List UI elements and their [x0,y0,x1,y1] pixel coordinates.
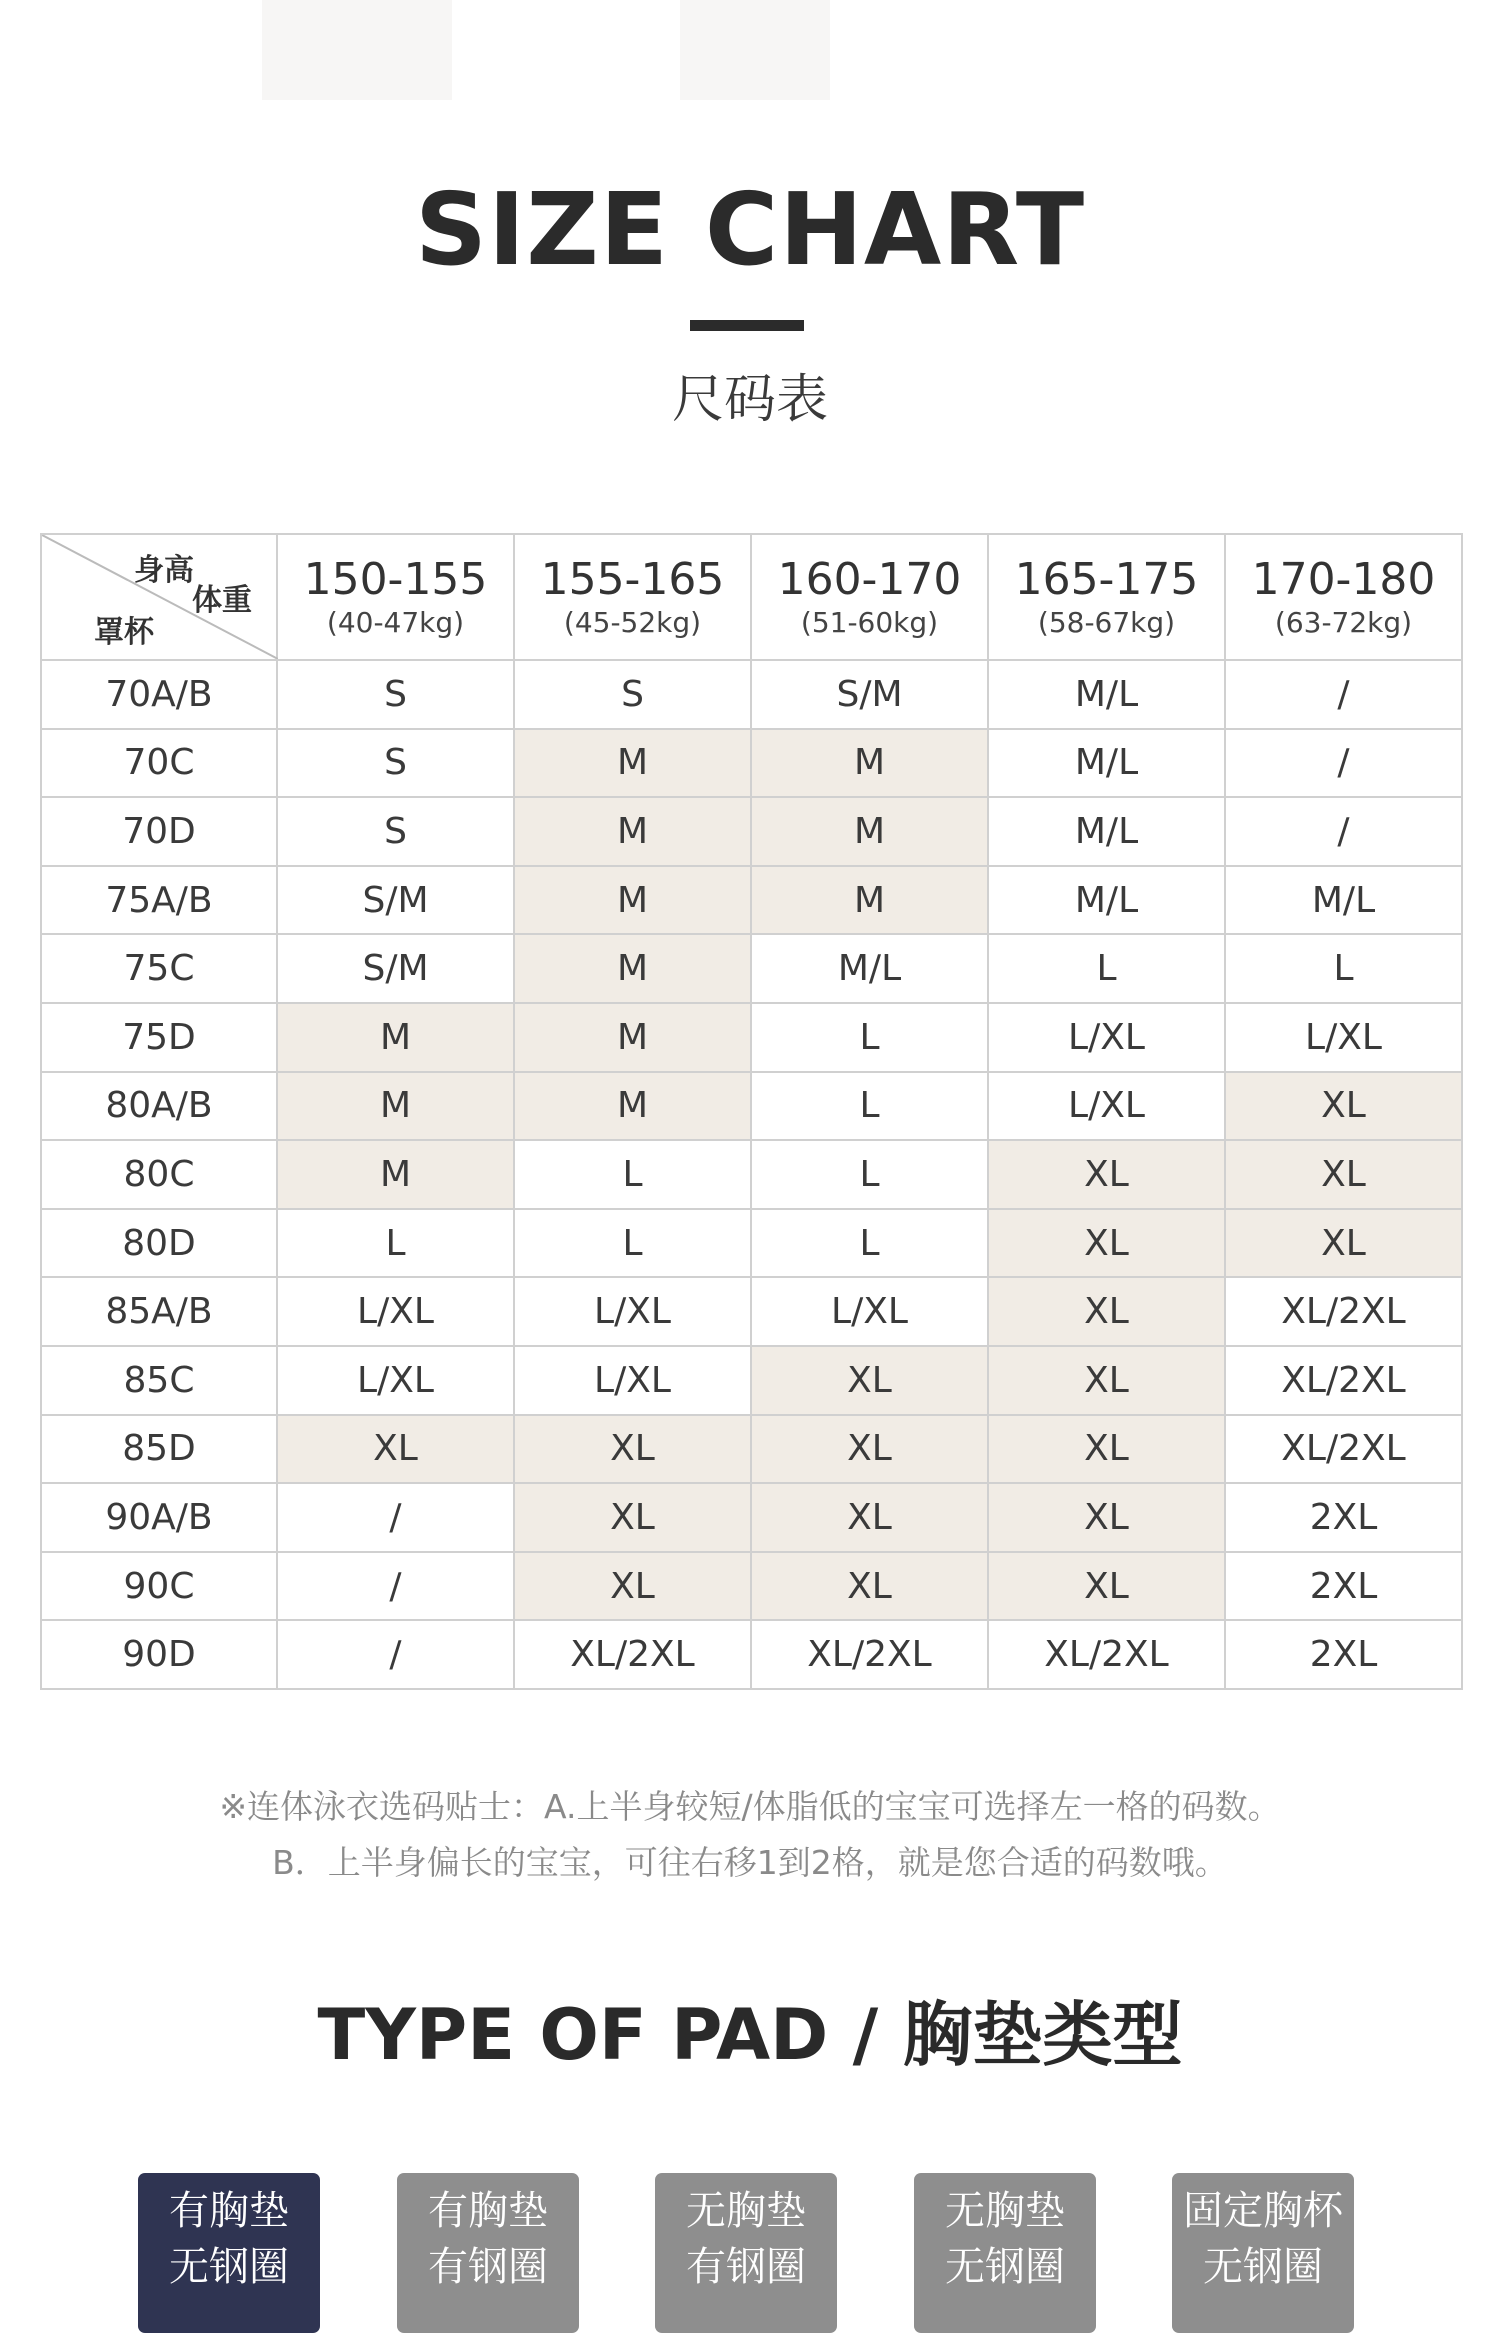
size-tip-line-2: B．上半身偏长的宝宝，可往右移1到2格，就是您合适的码数哦。 [272,1843,1228,1882]
size-cell: XL/2XL [988,1620,1225,1689]
cup-size-cell: 75A/B [41,866,277,935]
cup-size-cell: 90C [41,1552,277,1621]
size-cell: L [988,934,1225,1003]
page-title: SIZE CHART [414,171,1086,288]
size-cell: M/L [988,729,1225,798]
size-cell: 2XL [1225,1483,1462,1552]
size-cell: M [514,934,751,1003]
size-cell: M/L [988,660,1225,729]
table-header-row [41,534,1462,660]
size-cell: XL [1225,1072,1462,1141]
size-cell: S [277,660,514,729]
size-cell: L [514,1140,751,1209]
table-row [41,729,1462,798]
cup-size-cell: 80D [41,1209,277,1278]
size-cell: XL [988,1277,1225,1346]
size-cell: M/L [988,797,1225,866]
size-cell: XL [751,1346,988,1415]
size-cell: M [751,729,988,798]
pad-option-line1: 无胸垫 [686,2188,806,2234]
size-cell: S/M [277,866,514,935]
size-cell: M [277,1003,514,1072]
size-cell: L/XL [514,1346,751,1415]
pad-option-line1: 无胸垫 [945,2188,1065,2234]
size-cell: XL [751,1552,988,1621]
size-cell: XL [988,1140,1225,1209]
size-cell: M [277,1140,514,1209]
size-cell: M/L [988,866,1225,935]
size-cell: / [277,1620,514,1689]
column-header: 160-170 (51-60kg) [751,534,988,660]
column-header: 165-175 (58-67kg) [988,534,1225,660]
size-cell: L/XL [1225,1003,1462,1072]
table-row [41,1483,1462,1552]
table-row [41,1277,1462,1346]
cup-size-cell: 70D [41,797,277,866]
size-cell: L [277,1209,514,1278]
cup-size-cell: 90A/B [41,1483,277,1552]
cup-size-cell: 75C [41,934,277,1003]
table-row [41,1620,1462,1689]
size-cell: XL [514,1552,751,1621]
column-header: 150-155 (40-47kg) [277,534,514,660]
size-cell: S [277,729,514,798]
pad-option-line2: 无钢圈 [1203,2244,1323,2290]
cup-size-cell: 85A/B [41,1277,277,1346]
page-subtitle: 尺码表 [671,370,828,430]
size-cell: M [751,866,988,935]
cup-size-cell: 80C [41,1140,277,1209]
pad-section-title: TYPE OF PAD / 胸垫类型 [317,1994,1183,2076]
height-label: 身高 [134,553,194,588]
size-cell: S/M [751,660,988,729]
size-cell: / [277,1483,514,1552]
pad-option-line2: 有钢圈 [686,2244,806,2290]
size-cell: L [751,1209,988,1278]
size-cell: M [514,797,751,866]
size-cell: XL/2XL [1225,1415,1462,1484]
size-cell: / [277,1552,514,1621]
size-cell: M [277,1072,514,1141]
size-cell: XL [751,1483,988,1552]
table-row [41,660,1462,729]
table-row [41,1415,1462,1484]
pad-option-button[interactable] [397,2173,579,2333]
size-cell: L [514,1209,751,1278]
corner-header-cell [41,534,277,660]
cup-size-cell: 85D [41,1415,277,1484]
size-cell: M [514,1072,751,1141]
size-cell: / [1225,729,1462,798]
size-cell: L [751,1140,988,1209]
size-cell: L [751,1072,988,1141]
size-cell: XL [988,1415,1225,1484]
size-cell: XL [514,1415,751,1484]
pad-option-line2: 有钢圈 [428,2244,548,2290]
size-cell: L [751,1003,988,1072]
pad-option-button[interactable] [655,2173,837,2333]
pad-option-button[interactable] [1172,2173,1354,2333]
size-cell: XL/2XL [751,1620,988,1689]
size-chart-table [40,533,1463,1690]
cup-size-cell: 85C [41,1346,277,1415]
top-image-strip [0,0,1500,100]
table-row [41,1140,1462,1209]
pad-option-line1: 固定胸杯 [1183,2188,1343,2234]
weight-label: 体重 [192,583,252,618]
size-cell: XL/2XL [514,1620,751,1689]
size-cell: L/XL [277,1346,514,1415]
cup-size-cell: 70C [41,729,277,798]
pad-option-line2: 无钢圈 [169,2244,289,2290]
size-cell: L [1225,934,1462,1003]
title-divider [690,320,804,331]
table-row [41,1552,1462,1621]
size-cell: 2XL [1225,1552,1462,1621]
size-cell: XL [988,1483,1225,1552]
size-cell: M [514,866,751,935]
size-cell: XL [988,1346,1225,1415]
size-cell: XL [988,1209,1225,1278]
size-cell: L/XL [277,1277,514,1346]
size-cell: M/L [751,934,988,1003]
table-row [41,1003,1462,1072]
size-tip-line-1: ※连体泳衣选码贴士：A.上半身较短/体脂低的宝宝可选择左一格的码数。 [219,1787,1281,1826]
pad-option-line1: 有胸垫 [169,2188,289,2234]
size-cell: XL [1225,1140,1462,1209]
size-cell: L/XL [988,1072,1225,1141]
pad-option-button[interactable] [138,2173,320,2333]
size-cell: XL [1225,1209,1462,1278]
table-row [41,866,1462,935]
pad-option-line1: 有胸垫 [428,2188,548,2234]
cup-size-cell: 80A/B [41,1072,277,1141]
size-cell: XL/2XL [1225,1346,1462,1415]
pad-option-line2: 无钢圈 [945,2244,1065,2290]
cup-size-cell: 70A/B [41,660,277,729]
table-row [41,1209,1462,1278]
size-cell: L/XL [751,1277,988,1346]
size-cell: S [277,797,514,866]
size-cell: S/M [277,934,514,1003]
size-cell: L/XL [514,1277,751,1346]
size-cell: XL [751,1415,988,1484]
size-cell: XL [988,1552,1225,1621]
pad-option-button[interactable] [914,2173,1096,2333]
size-cell: S [514,660,751,729]
cup-size-cell: 90D [41,1620,277,1689]
size-table-body [41,660,1462,1689]
size-cell: L/XL [988,1003,1225,1072]
cup-size-cell: 75D [41,1003,277,1072]
size-cell: XL [514,1483,751,1552]
size-cell: M [514,729,751,798]
product-image-fragment [680,0,830,100]
cup-label: 罩杯 [94,615,154,650]
size-cell: 2XL [1225,1620,1462,1689]
size-cell: M/L [1225,866,1462,935]
size-cell: M [514,1003,751,1072]
table-row [41,1072,1462,1141]
table-row [41,934,1462,1003]
size-cell: XL/2XL [1225,1277,1462,1346]
size-cell: / [1225,797,1462,866]
size-cell: M [751,797,988,866]
column-header: 170-180 (63-72kg) [1225,534,1462,660]
column-header: 155-165 (45-52kg) [514,534,751,660]
product-image-fragment [262,0,452,100]
table-row [41,797,1462,866]
size-cell: / [1225,660,1462,729]
table-row [41,1346,1462,1415]
size-cell: XL [277,1415,514,1484]
